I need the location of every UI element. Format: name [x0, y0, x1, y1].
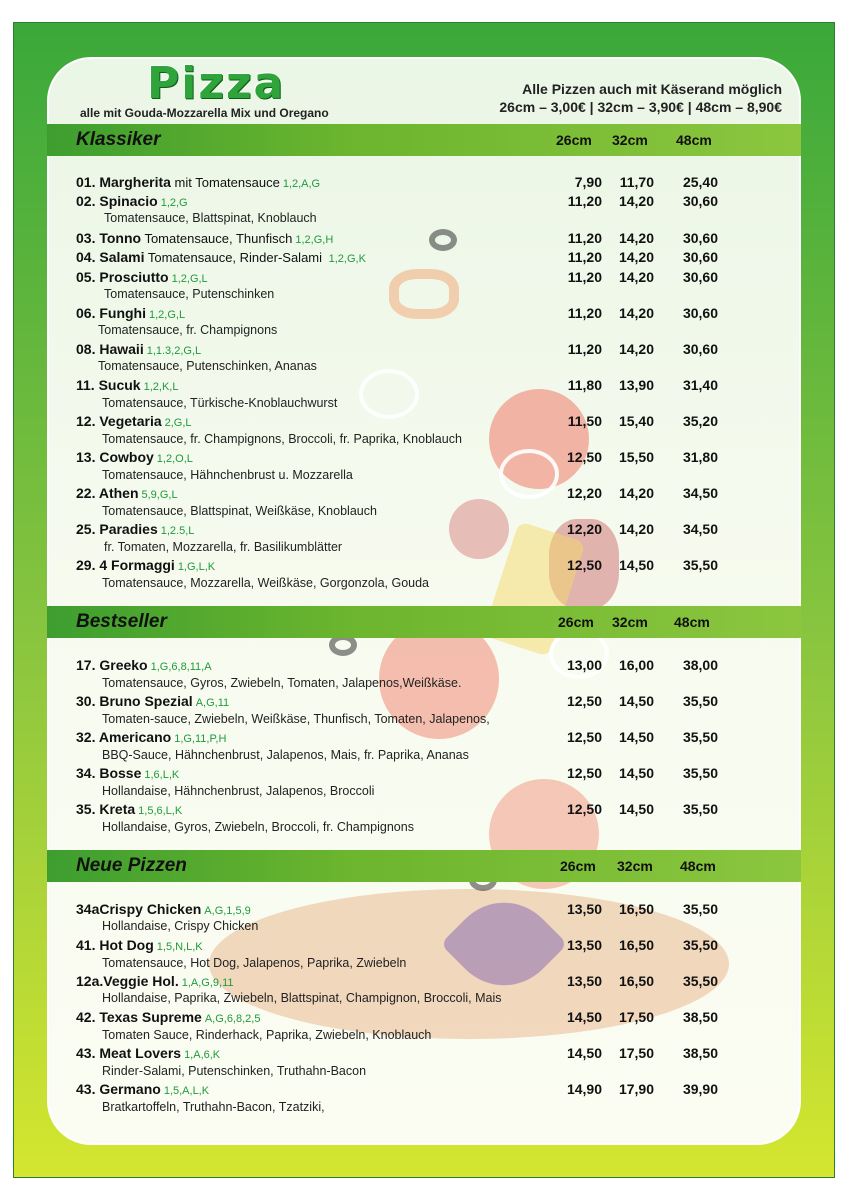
allergen-codes: 1,2,G,L: [149, 309, 186, 321]
price-48cm: 35,50: [682, 937, 718, 953]
size-column-header: 26cm: [560, 858, 596, 874]
allergen-codes: A,G,6,8,2,5: [204, 1013, 261, 1025]
menu-item-description: Tomaten Sauce, Rinderhack, Paprika, Zwiebeln, Knoblauch: [102, 1028, 432, 1042]
menu-item-description: Tomatensauce, Putenschinken, Ananas: [98, 359, 317, 373]
price-26cm: 12,50: [566, 557, 602, 573]
price-26cm: 12,50: [566, 801, 602, 817]
price-32cm: 14,50: [618, 729, 654, 745]
price-32cm: 16,50: [618, 901, 654, 917]
allergen-codes: 1,A,G,9,11: [181, 977, 234, 989]
price-32cm: 14,20: [618, 249, 654, 265]
menu-item-name: 42. Texas Supreme: [76, 1009, 202, 1025]
menu-item-title: [76, 230, 333, 246]
size-column-header: 48cm: [680, 858, 716, 874]
menu-item-name: 11. Sucuk: [76, 377, 141, 393]
price-32cm: 17,50: [618, 1045, 654, 1061]
price-26cm: 12,20: [566, 521, 602, 537]
menu-item-description: Hollandaise, Paprika, Zwiebeln, Blattspinat, Champignon, Broccoli, Mais: [102, 991, 502, 1005]
price-26cm: 13,50: [566, 973, 602, 989]
price-26cm: 11,80: [567, 377, 602, 393]
price-32cm: 16,00: [618, 657, 654, 673]
price-48cm: 35,50: [682, 973, 718, 989]
size-column-header: 32cm: [612, 132, 648, 148]
menu-item-description: Hollandaise, Hähnchenbrust, Jalapenos, Broccoli: [102, 784, 375, 798]
price-32cm: 14,20: [618, 230, 654, 246]
menu-item-name: 01. Margherita: [76, 174, 171, 190]
price-32cm: 15,50: [618, 449, 654, 465]
menu-item-name: 08. Hawaii: [76, 341, 144, 357]
allergen-codes: 1,2,K,L: [143, 381, 179, 393]
price-48cm: 38,00: [682, 657, 718, 673]
price-26cm: 12,50: [566, 693, 602, 709]
allergen-codes: 1,5,A,L,K: [163, 1085, 210, 1097]
price-48cm: 34,50: [682, 485, 718, 501]
price-26cm: 14,50: [566, 1009, 602, 1025]
menu-item-title: [76, 341, 201, 357]
allergen-codes: 1,G,6,8,11,A: [150, 661, 212, 673]
cheese-rim-line: Alle Pizzen auch mit Käserand möglich: [522, 81, 782, 97]
price-32cm: 17,90: [618, 1081, 654, 1097]
size-column-header: 32cm: [612, 614, 648, 630]
price-48cm: 25,40: [682, 174, 718, 190]
allergen-codes: A,G,11: [195, 697, 230, 709]
price-26cm: 13,50: [566, 937, 602, 953]
menu-item-title: [76, 657, 212, 673]
menu-item-inline-description: mit Tomatensauce: [170, 175, 280, 190]
menu-item-description: Tomatensauce, Blattspinat, Weißkäse, Knoblauch: [102, 504, 377, 518]
menu-item-title: [76, 729, 226, 745]
size-column-header: 26cm: [558, 614, 594, 630]
price-26cm: 11,20: [567, 230, 602, 246]
menu-item-description: Hollandaise, Crispy Chicken: [102, 919, 259, 933]
section-title: Neue Pizzen: [76, 855, 187, 876]
allergen-codes: 1,2,G,K: [328, 253, 366, 265]
price-32cm: 16,50: [618, 937, 654, 953]
menu-item-title: [76, 901, 251, 917]
allergen-codes: 2,G,L: [164, 417, 192, 429]
cheese-rim-note: [499, 80, 782, 116]
menu-item-name: 13. Cowboy: [76, 449, 154, 465]
menu-item-description: Tomatensauce, fr. Champignons, Broccoli, fr. Paprika, Knoblauch: [102, 432, 462, 446]
price-26cm: 12,20: [566, 485, 602, 501]
menu-item-title: [76, 765, 179, 781]
allergen-codes: A,G,1,5,9: [204, 905, 251, 917]
price-32cm: 14,20: [618, 193, 654, 209]
price-32cm: 14,50: [618, 765, 654, 781]
menu-item-title: [76, 937, 203, 953]
size-column-header: 48cm: [674, 614, 710, 630]
menu-item-inline-description: Tomatensauce, Rinder-Salami: [144, 250, 326, 265]
menu-item-description: Bratkartoffeln, Truthahn-Bacon, Tzatziki,: [102, 1100, 325, 1114]
menu-item-description: fr. Tomaten, Mozzarella, fr. Basilikumblätter: [104, 540, 343, 554]
menu-item-title: [76, 557, 215, 573]
price-26cm: 7,90: [574, 174, 602, 190]
menu-item-description: Tomatensauce, Gyros, Zwiebeln, Tomaten, Jalapenos,Weißkäse.: [102, 676, 462, 690]
price-26cm: 12,50: [566, 765, 602, 781]
menu-item-description: Tomaten-sauce, Zwiebeln, Weißkäse, Thunfisch, Tomaten, Jalapenos,: [102, 712, 490, 726]
price-32cm: 16,50: [618, 973, 654, 989]
price-26cm: 12,50: [566, 729, 602, 745]
menu-item-title: [76, 174, 320, 190]
menu-item-title: [76, 305, 185, 321]
menu-item-description: Rinder-Salami, Putenschinken, Truthahn-Bacon: [102, 1064, 367, 1078]
price-26cm: 11,20: [567, 305, 602, 321]
page-subtitle: alle mit Gouda-Mozzarella Mix und Oregano: [80, 106, 329, 120]
menu-item-title: [76, 1009, 260, 1025]
allergen-codes: 1,6,L,K: [144, 769, 180, 781]
menu-item-title: [76, 377, 178, 393]
price-32cm: 14,50: [618, 693, 654, 709]
size-column-header: 48cm: [676, 132, 712, 148]
price-48cm: 35,50: [682, 729, 718, 745]
allergen-codes: 1,5,N,L,K: [156, 941, 203, 953]
price-26cm: 11,20: [567, 341, 602, 357]
price-48cm: 35,20: [682, 413, 718, 429]
menu-item-name: 12. Vegetaria: [76, 413, 162, 429]
menu-item-name: 35. Kreta: [76, 801, 136, 817]
menu-item-name: 43. Germano: [76, 1081, 161, 1097]
price-32cm: 13,90: [618, 377, 654, 393]
menu-item-title: [76, 693, 229, 709]
menu-item-title: [76, 193, 188, 209]
menu-item-name: 06. Funghi: [76, 305, 146, 321]
price-32cm: 14,20: [618, 269, 654, 285]
price-48cm: 35,50: [682, 765, 718, 781]
price-48cm: 35,50: [682, 693, 718, 709]
price-32cm: 17,50: [618, 1009, 654, 1025]
price-32cm: 15,40: [618, 413, 654, 429]
price-32cm: 14,20: [618, 341, 654, 357]
menu-item-title: [76, 485, 178, 501]
price-32cm: 14,20: [618, 521, 654, 537]
price-26cm: 13,50: [566, 901, 602, 917]
price-32cm: 14,20: [618, 485, 654, 501]
menu-item-title: [76, 521, 194, 537]
menu-item-name: 32. Americano: [76, 729, 172, 745]
menu-item-title: [76, 249, 366, 265]
menu-item-title: [76, 801, 182, 817]
allergen-codes: 1,5,6,L,K: [138, 805, 183, 817]
allergen-codes: 1,2,G,H: [295, 234, 334, 246]
page-title: Pizza: [147, 58, 286, 109]
menu-item-name: 17. Greeko: [76, 657, 148, 673]
allergen-codes: 5,9,G,L: [141, 489, 178, 501]
price-32cm: 11,70: [619, 174, 654, 190]
allergen-codes: 1,2,A,G: [282, 178, 321, 190]
allergen-codes: 1,2,G: [160, 197, 188, 209]
price-26cm: 14,90: [566, 1081, 602, 1097]
menu-item-description: Tomatensauce, Putenschinken: [104, 287, 275, 301]
menu-item-title: [76, 269, 208, 285]
menu-item-description: Tomatensauce, Hot Dog, Jalapenos, Paprika, Zwiebeln: [102, 956, 407, 970]
menu-item-title: [76, 413, 192, 429]
menu-item-name: 25. Paradies: [76, 521, 158, 537]
price-48cm: 30,60: [682, 341, 718, 357]
price-26cm: 11,20: [567, 269, 602, 285]
menu-item-name: 30. Bruno Spezial: [76, 693, 193, 709]
price-48cm: 30,60: [682, 249, 718, 265]
menu-item-name: 41. Hot Dog: [76, 937, 154, 953]
menu-item-title: [76, 1045, 220, 1061]
price-48cm: 30,60: [682, 193, 718, 209]
price-48cm: 30,60: [682, 305, 718, 321]
menu-item-description: Tomatensauce, Türkische-Knoblauchwurst: [102, 396, 338, 410]
size-column-header: 26cm: [556, 132, 592, 148]
price-48cm: 31,40: [682, 377, 718, 393]
menu-item-inline-description: Tomatensauce, Thunfisch: [141, 231, 293, 246]
price-26cm: 13,00: [566, 657, 602, 673]
price-48cm: 38,50: [682, 1045, 718, 1061]
price-48cm: 30,60: [682, 230, 718, 246]
section-title: Bestseller: [76, 611, 167, 632]
price-32cm: 14,20: [618, 305, 654, 321]
menu-item-title: [76, 1081, 209, 1097]
menu-item-name: 22. Athen: [76, 485, 139, 501]
size-column-header: 32cm: [617, 858, 653, 874]
menu-item-name: 34aCrispy Chicken: [76, 901, 202, 917]
allergen-codes: 1,1.3,2,G,L: [146, 345, 202, 357]
price-26cm: 11,50: [567, 413, 602, 429]
allergen-codes: 1,2,O,L: [156, 453, 193, 465]
cheese-rim-prices: 26cm – 3,00€ | 32cm – 3,90€ | 48cm – 8,90€: [499, 99, 782, 115]
menu-item-description: Hollandaise, Gyros, Zwiebeln, Broccoli, fr. Champignons: [102, 820, 414, 834]
price-26cm: 11,20: [567, 193, 602, 209]
menu-item-title: [76, 449, 193, 465]
allergen-codes: 1,A,6,K: [184, 1049, 221, 1061]
allergen-codes: 1,G,11,P,H: [174, 733, 227, 745]
allergen-codes: 1,G,L,K: [177, 561, 216, 573]
menu-item-name: 05. Prosciutto: [76, 269, 169, 285]
section-title: Klassiker: [76, 129, 161, 150]
menu-item-name: 03. Tonno: [76, 230, 142, 246]
allergen-codes: 1,2,G,L: [171, 273, 208, 285]
price-48cm: 34,50: [682, 521, 718, 537]
menu-item-description: BBQ-Sauce, Hähnchenbrust, Jalapenos, Mais, fr. Paprika, Ananas: [102, 748, 469, 762]
menu-item-name: 12a.Veggie Hol.: [76, 973, 179, 989]
price-48cm: 30,60: [682, 269, 718, 285]
menu-item-name: 29. 4 Formaggi: [76, 557, 175, 573]
price-48cm: 35,50: [682, 801, 718, 817]
price-32cm: 14,50: [618, 557, 654, 573]
menu-item-name: 43. Meat Lovers: [76, 1045, 182, 1061]
price-48cm: 35,50: [682, 557, 718, 573]
price-26cm: 14,50: [566, 1045, 602, 1061]
menu-item-title: [76, 973, 234, 989]
menu-item-description: Tomatensauce, Hähnchenbrust u. Mozzarella: [102, 468, 353, 482]
menu-item-description: Tomatensauce, Mozzarella, Weißkäse, Gorgonzola, Gouda: [102, 576, 430, 590]
price-26cm: 11,20: [567, 249, 602, 265]
menu-item-name: 02. Spinacio: [76, 193, 158, 209]
menu-item-description: Tomatensauce, Blattspinat, Knoblauch: [104, 211, 317, 225]
price-26cm: 12,50: [566, 449, 602, 465]
menu-item-name: 04. Salami: [76, 249, 145, 265]
price-32cm: 14,50: [618, 801, 654, 817]
price-48cm: 38,50: [682, 1009, 718, 1025]
allergen-codes: 1,2.5,L: [160, 525, 195, 537]
price-48cm: 39,90: [682, 1081, 718, 1097]
menu-item-description: Tomatensauce, fr. Champignons: [98, 323, 278, 337]
price-48cm: 31,80: [682, 449, 718, 465]
price-48cm: 35,50: [682, 901, 718, 917]
menu-item-name: 34. Bosse: [76, 765, 142, 781]
